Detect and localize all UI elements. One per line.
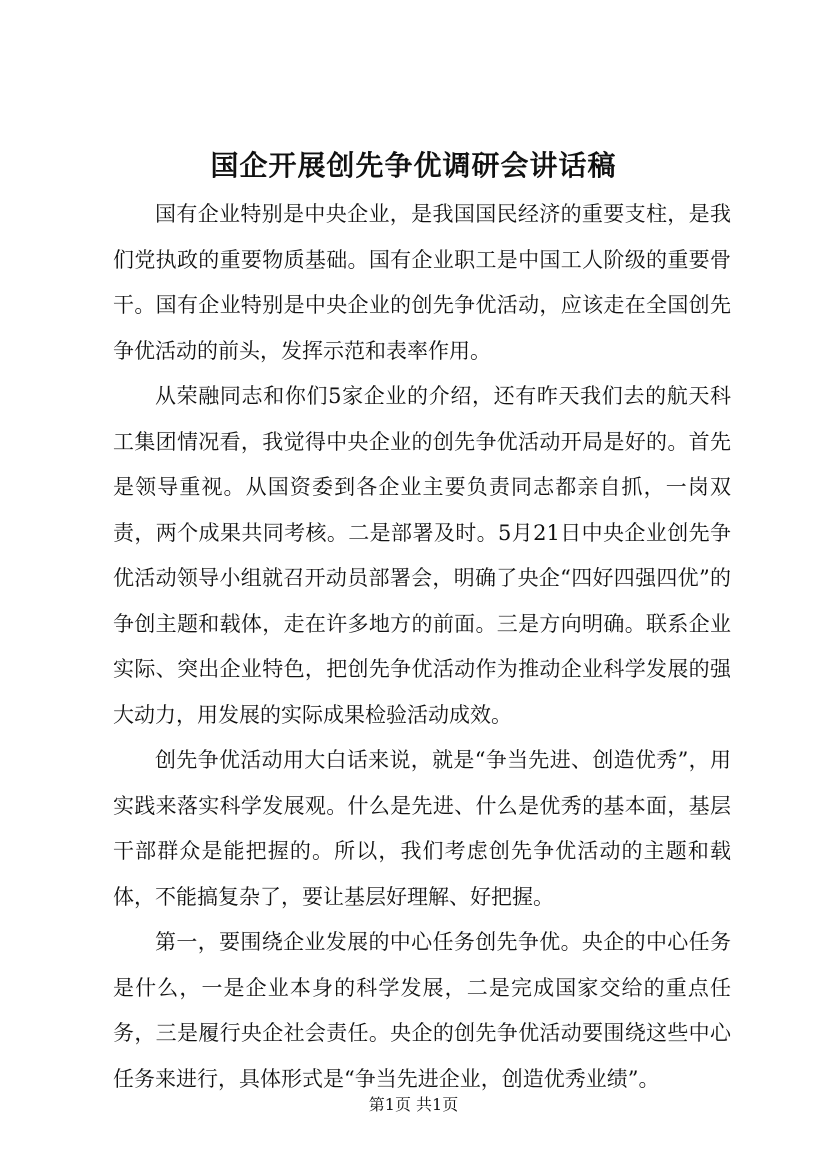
paragraph-3: 创先争优活动用大白话来说，就是“争当先进、创造优秀”，用实践来落实科学发展观。什么是先进、什么是优秀的基本面，基层干部群众是能把握的。所以，我们考虑创先争优活动的主题和载体，不能搞复杂了，要让基层好理解、好把握。 [113, 748, 731, 909]
paragraph-2: 从荣融同志和你们5家企业的介绍，还有昨天我们去的航天科工集团情况看，我觉得中央企业的创先争优活动开局是好的。首先是领导重视。从国资委到各企业主要负责同志都亲自抓，一岗双责，两个成果共同考核。二是部署及时。5月21日中央企业创先争优活动领导小组就召开动员部署会，明确了央企“四好四强四优”的争创主题和载体，走在许多地方的前面。三是方向明确。联系企业实际、突出企业特色，把创先争优活动作为推动企业科学发展的强大动力，用发展的实际成果检验活动成效。 [113, 384, 731, 727]
paragraph-1: 国有企业特别是中央企业，是我国国民经济的重要支柱，是我们党执政的重要物质基础。国有企业职工是中国工人阶级的重要骨干。国有企业特别是中央企业的创先争优活动，应该走在全国创先争优活动的前头，发挥示范和表率作用。 [113, 202, 731, 363]
document-title: 国企开展创先争优调研会讲话稿 [210, 149, 617, 182]
document-body [113, 192, 731, 1102]
page-number-footer: 第1页 共1页 [368, 1095, 459, 1114]
paragraph-4: 第一，要围绕企业发展的中心任务创先争优。央企的中心任务是什么，一是企业本身的科学发展，二是完成国家交给的重点任务，三是履行央企社会责任。央企的创先争优活动要围绕这些中心任务来进行，具体形式是“争当先进企业，创造优秀业绩”。 [113, 930, 731, 1091]
